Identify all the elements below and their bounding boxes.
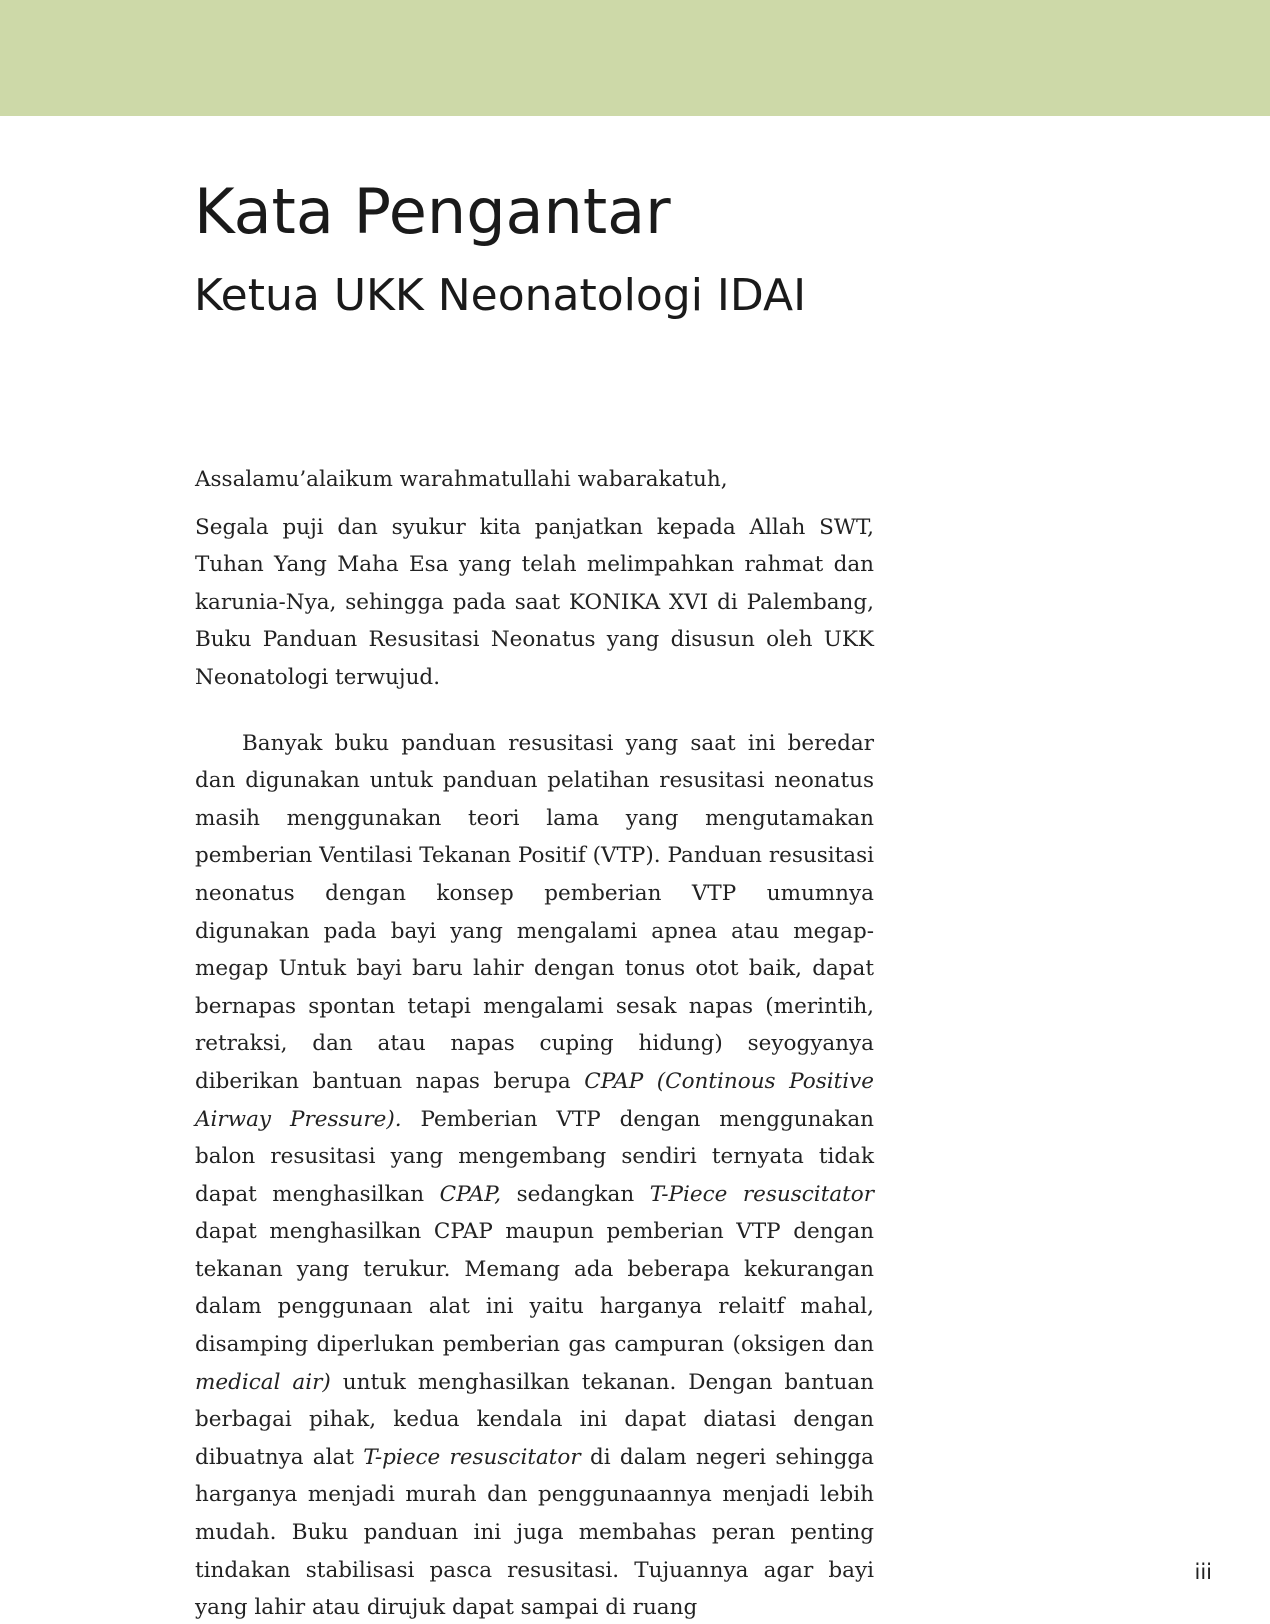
- paragraph-2-text: sedangkan: [501, 1181, 650, 1207]
- paragraph-2-italic-t-piece-2: T-piece resuscitator: [363, 1444, 581, 1470]
- body-text: [195, 461, 874, 1624]
- paragraph-2-text: dapat menghasilkan CPAP maupun pemberian VTP dengan tekanan yang terukur. Memang ada beberapa kekurangan dalam penggunaan alat ini yaitu harganya relaitf mahal, disamping diperlukan pemberian gas campuran (oksigen dan: [195, 1219, 874, 1358]
- page-title: Kata Pengantar: [194, 175, 671, 248]
- header-color-band: [0, 0, 1270, 116]
- paragraph-2-italic-t-piece: T-Piece resuscitator: [649, 1181, 875, 1207]
- paragraph-1: Segala puji dan syukur kita panjatkan kepada Allah SWT, Tuhan Yang Maha Esa yang telah melimpahkan rahmat dan karunia-Nya, sehingga pada saat KONIKA XVI di Palembang, Buku Panduan Resusitasi Neonatus yang disusun oleh UKK Neonatologi terwujud.: [195, 514, 874, 690]
- paragraph-2-text: untuk menghasilkan tekanan. Dengan bantuan berbagai pihak, kedua kendala ini dapat diatasi dengan dibuatnya alat: [195, 1369, 874, 1470]
- greeting-line: Assalamu’alaikum warahmatullahi wabarakatuh,: [195, 467, 728, 492]
- paragraph-2-italic-cpap: CPAP,: [439, 1181, 502, 1207]
- paragraph-2-italic-medical-air: medical air): [195, 1369, 331, 1395]
- paragraph-2-text: Pemberian VTP dengan menggunakan balon resusitasi yang mengembang sendiri ternyata tidak dapat menghasilkan: [195, 1106, 874, 1207]
- paragraph-2-italic-cpap-definition: CPAP (Continous Positive Airway Pressure).: [195, 1068, 874, 1132]
- page-subtitle: Ketua UKK Neonatologi IDAI: [194, 270, 807, 321]
- paragraph-2-text: Banyak buku panduan resusitasi yang saat ini beredar dan digunakan untuk panduan pelatihan resusitasi neonatus masih menggunakan teori lama yang mengutamakan pemberian Ventilasi Tekanan Positif (VTP). Panduan resusitasi neonatus dengan konsep pemberian VTP umumnya digunakan pada bayi yang mengalami apnea atau megap-megap Untuk bayi baru lahir dengan tonus otot baik, dapat bernapas spontan tetapi mengalami sesak napas (merintih, retraksi, dan atau napas cuping hidung) seyogyanya diberikan bantuan napas berupa: [195, 730, 874, 1094]
- paragraph-2: [195, 725, 874, 1624]
- page-number: iii: [1194, 1560, 1212, 1584]
- paragraph-2-text: di dalam negeri sehingga harganya menjadi murah dan penggunaannya menjadi lebih mudah. Buku panduan ini juga membahas peran penting tindakan stabilisasi pasca resusitasi. Tujuannya agar bayi yang lahir atau dirujuk dapat sampai di ruang: [195, 1444, 874, 1621]
